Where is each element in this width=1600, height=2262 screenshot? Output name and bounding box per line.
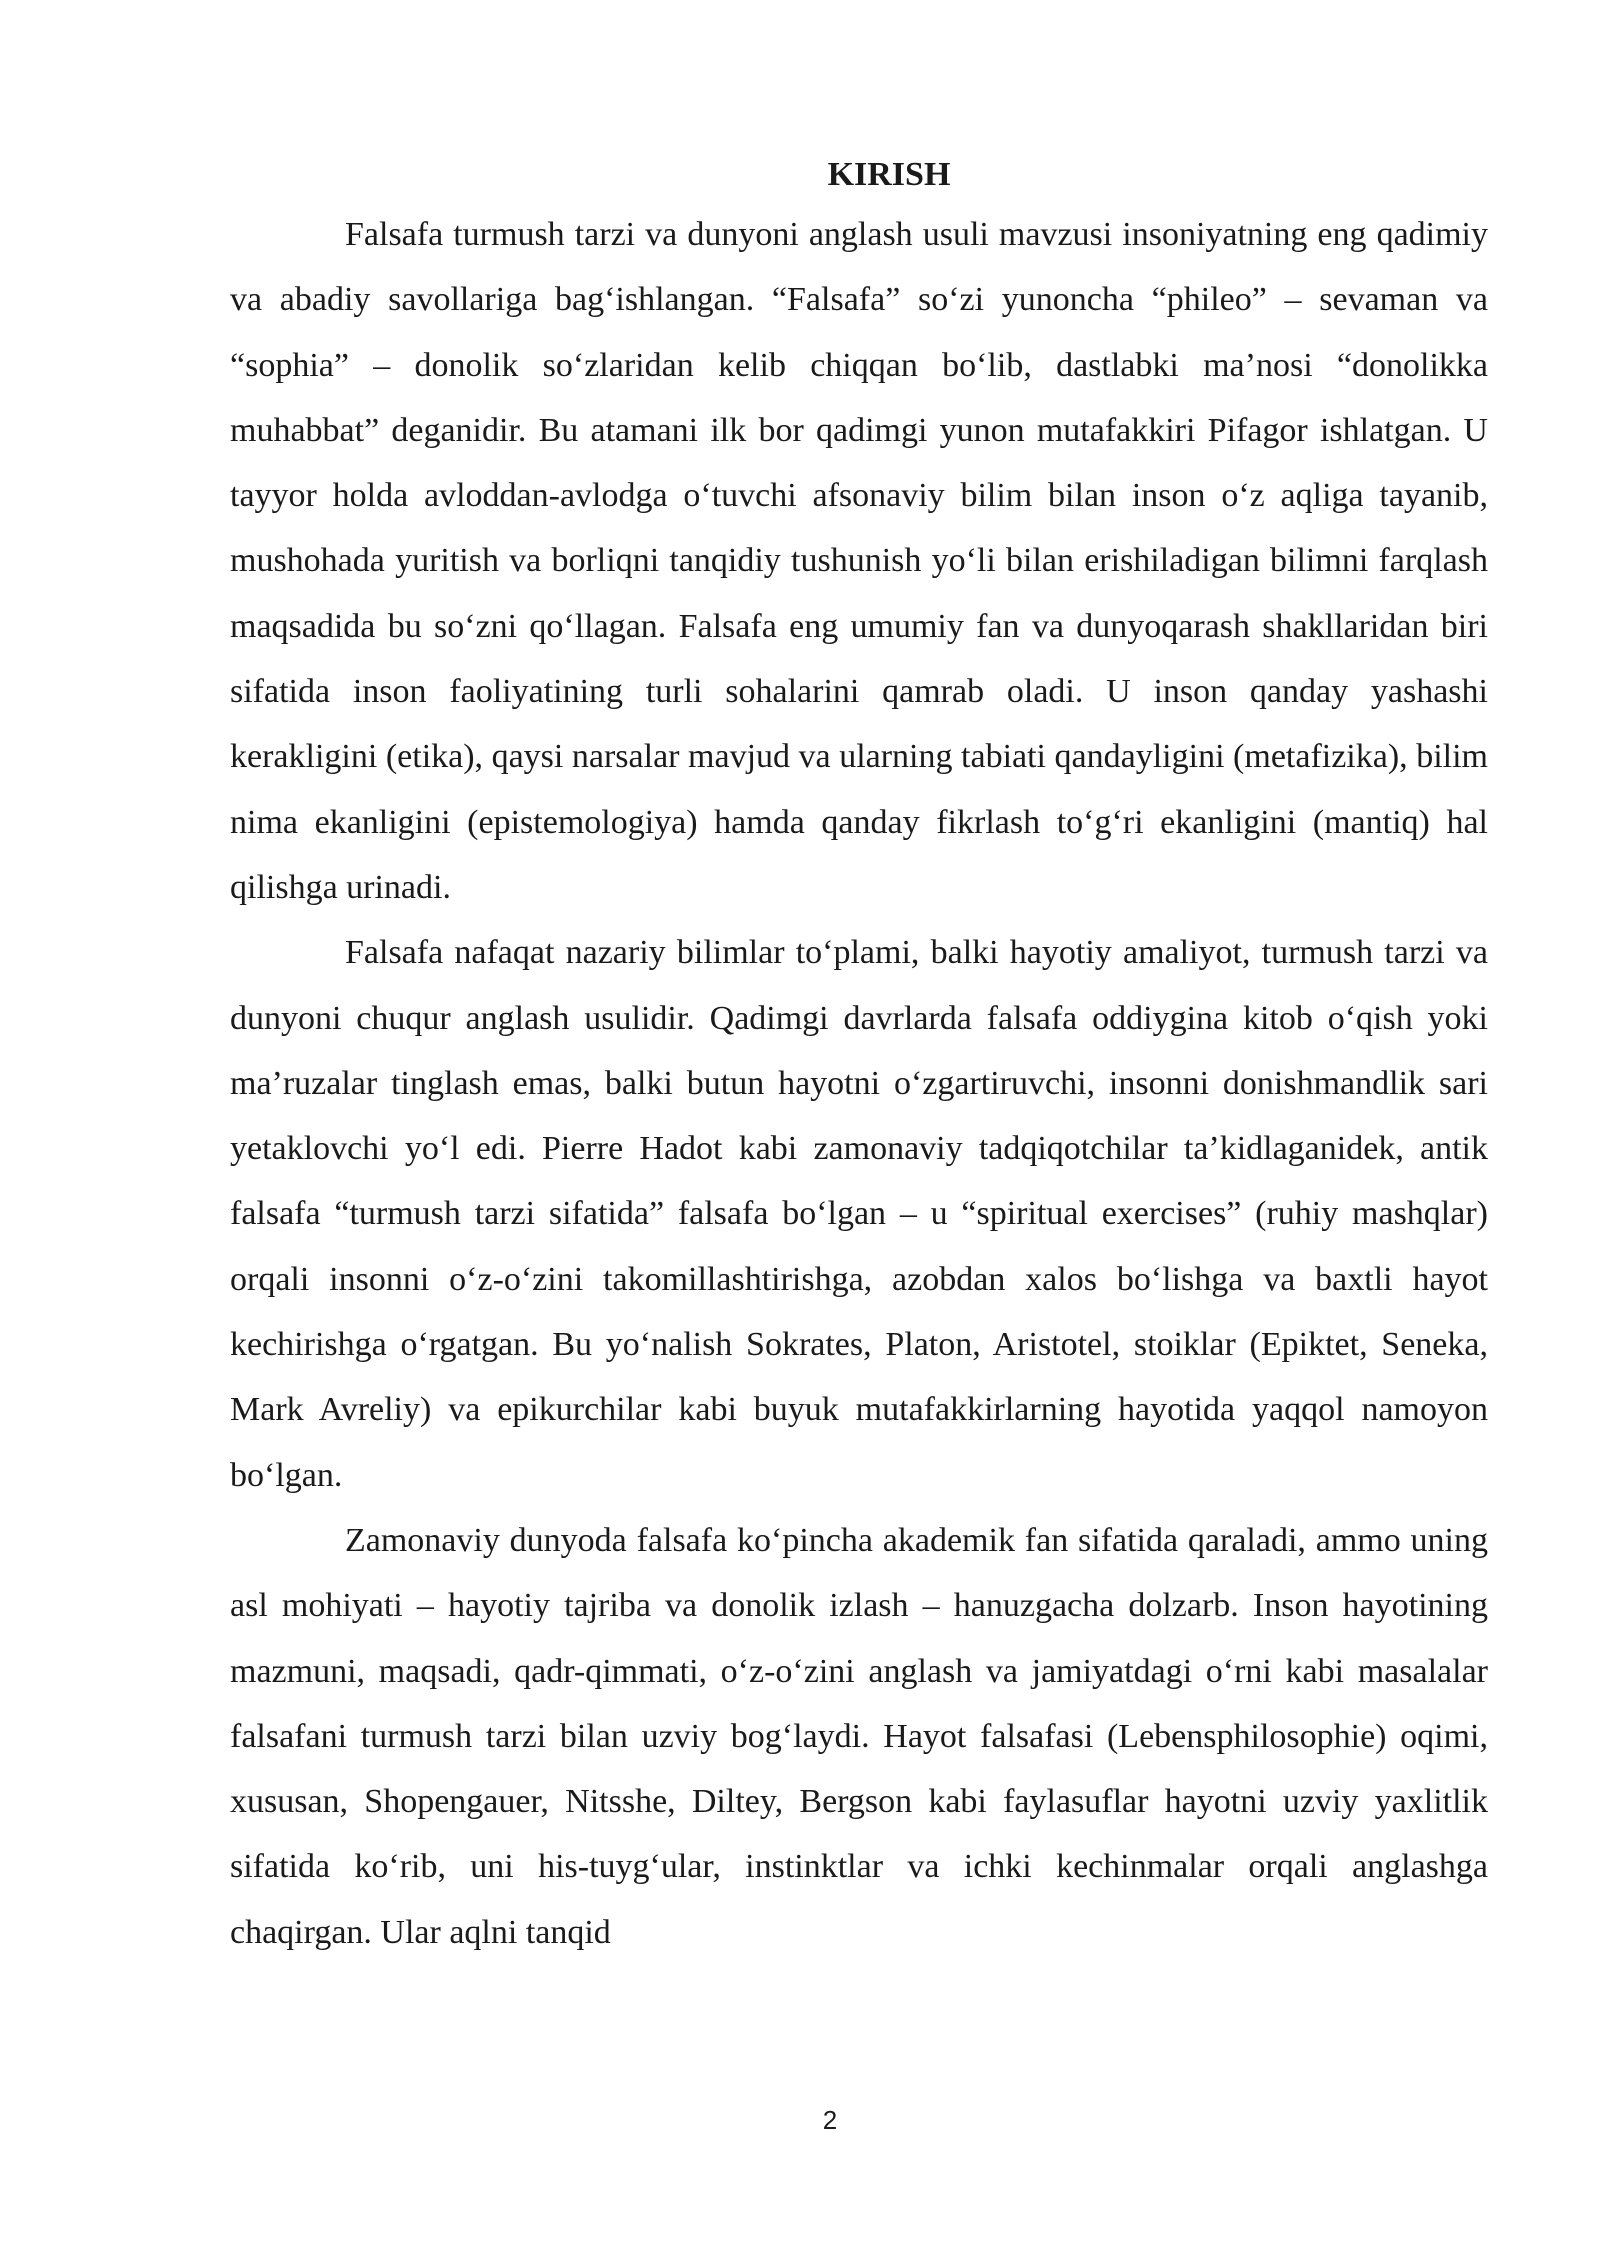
body-paragraph: Zamonaviy dunyoda falsafa ko‘pincha akademik fan sifatida qaraladi, ammo uning asl mohiyati – hayotiy tajriba va donolik izlash – hanuzgacha dolzarb. Inson hayotining mazmuni, maqsadi, qadr-qimmati, o‘z-o‘zini anglash va jamiyatdagi o‘rni kabi masalalar falsafani turmush tarzi bilan uzviy bog‘laydi. Hayot falsafasi (Lebensphilosophie) oqimi, xususan, Shopengauer, Nitsshe, Diltey, Bergson kabi faylasuflar hayotni uzviy yaxlitlik sifatida ko‘rib, uni his-tuyg‘ular, instinktlar va ichki kechinmalar orqali anglashga chaqirgan. Ular aqlni tanqid	[230, 1521, 1488, 1951]
body-paragraph: Falsafa turmush tarzi va dunyoni anglash usuli mavzusi insoniyatning eng qadimiy va abadiy savollariga bag‘ishlangan. “Falsafa” so‘zi yunoncha “phileo” – sevaman va “sophia” – donolik so‘zlaridan kelib chiqqan bo‘lib, dastlabki ma’nosi “donolikka muhabbat” deganidir. Bu atamani ilk bor qadimgi yunon mutafakkiri Pifagor ishlatgan. U tayyor holda avloddan-avlodga o‘tuvchi afsonaviy bilim bilan inson o‘z aqliga tayanib, mushohada yuritish va borliqni tanqidiy tushunish yo‘li bilan erishiladigan bilimni farqlash maqsadida bu so‘zni qo‘llagan. Falsafa eng umumiy fan va dunyoqarash shakllaridan biri sifatida inson faoliyatining turli sohalarini qamrab oladi. U inson qanday yashashi kerakligini (etika), qaysi narsalar mavjud va ularning tabiati qandayligini (metafizika), bilim nima ekanligini (epistemologiya) hamda qanday fikrlash to‘g‘ri ekanligini (mantiq) hal qilishga urinadi.	[230, 216, 1488, 906]
body-paragraph: Falsafa nafaqat nazariy bilimlar to‘plami, balki hayotiy amaliyot, turmush tarzi va dunyoni chuqur anglash usulidir. Qadimgi davrlarda falsafa oddiygina kitob o‘qish yoki ma’ruzalar tinglash emas, balki butun hayotni o‘zgartiruvchi, insonni donishmandlik sari yetaklovchi yo‘l edi. Pierre Hadot kabi zamonaviy tadqiqotchilar ta’kidlaganidek, antik falsafa “turmush tarzi sifatida” falsafa bo‘lgan – u “spiritual exercises” (ruhiy mashqlar) orqali insonni o‘z-o‘zini takomillashtirishga, azobdan xalos bo‘lishga va baxtli hayot kechirishga o‘rgatgan. Bu yo‘nalish Sokrates, Platon, Aristotel, stoiklar (Epiktet, Seneka, Mark Avreliy) va epikurchilar kabi buyuk mutafakkirlarning hayotida yaqqol namoyon bo‘lgan.	[230, 934, 1488, 1494]
page-body	[230, 150, 1488, 1965]
page-number: 2	[822, 2105, 838, 2135]
page-title: KIRISH	[827, 156, 951, 193]
